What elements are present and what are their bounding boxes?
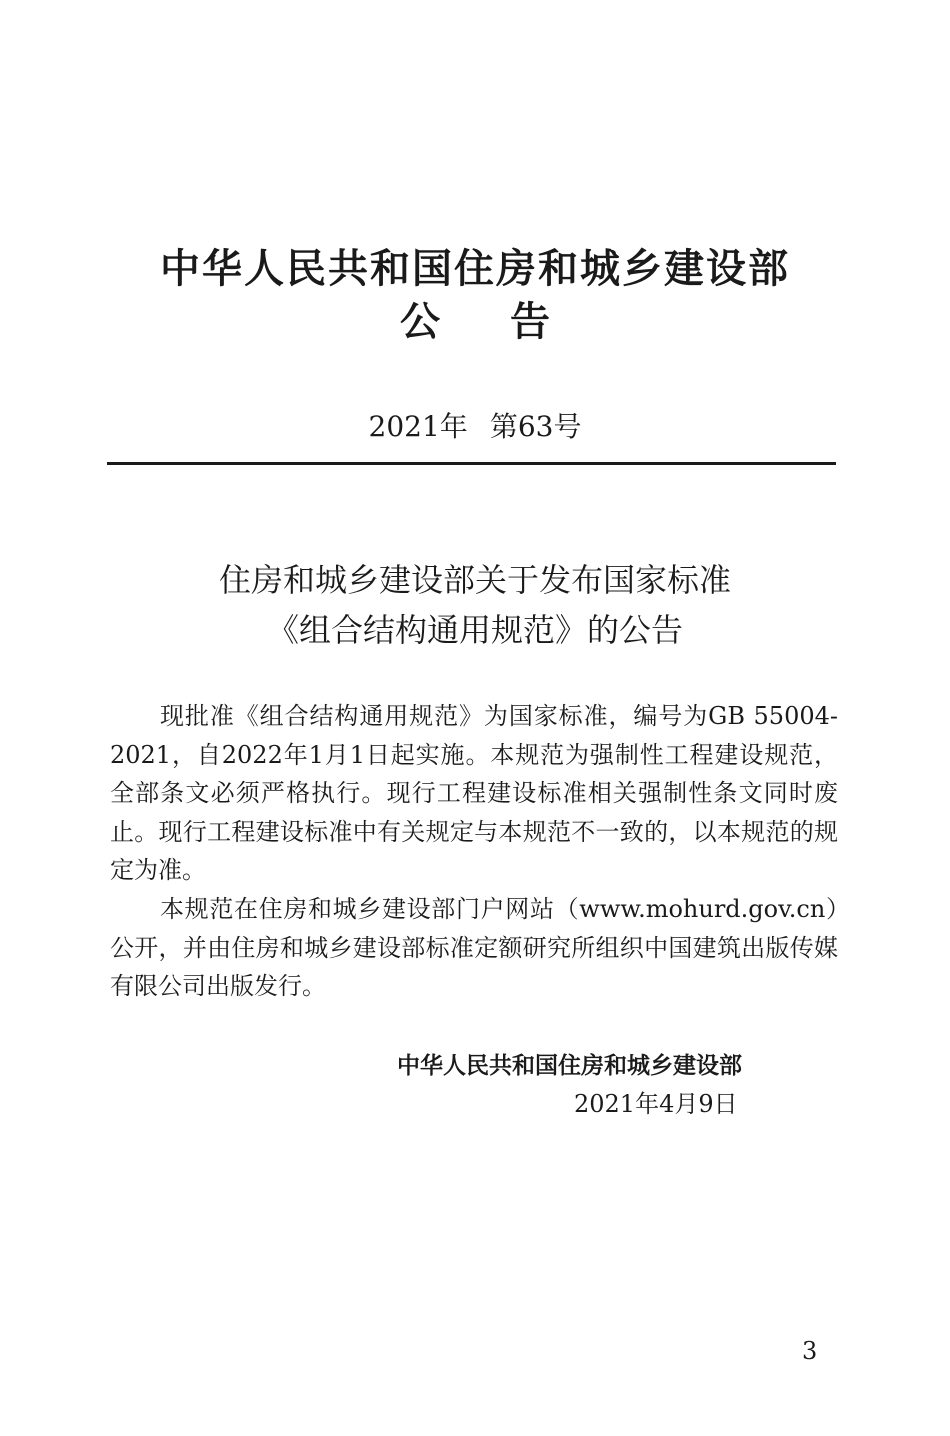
page-number: 3 (802, 1337, 818, 1365)
issue-number (0, 409, 950, 445)
notice-label (0, 296, 950, 348)
signature-date: 2021年4月9日 (574, 1090, 738, 1118)
notice-label-char-1: 公 (400, 299, 440, 345)
body-paragraph-2: 本规范在住房和城乡建设部门户网站（www.mohurd.gov.cn）公开，并由住房和城乡建设部标准定额研究所组织中国建筑出版传媒有限公司出版发行。 (110, 894, 838, 1001)
document-title (0, 555, 950, 655)
document-title-line-1: 住房和城乡建设部关于发布国家标准 (218, 561, 731, 599)
ministry-title: 中华人民共和国住房和城乡建设部 (160, 246, 790, 292)
document-title-line-2: 《组合结构通用规范》的公告 (266, 611, 683, 649)
body-paragraph-1: 现批准《组合结构通用规范》为国家标准，编号为GB 55004-2021，自2022年1月1日起实施。本规范为强制性工程建设规范，全部条文必须严格执行。现行工程建设标准相关强制性条文同时废止。现行工程建设标准中有关规定与本规范不一致的，以本规范的规定为准。 (110, 702, 838, 885)
notice-body (110, 697, 838, 1006)
issue-sequence: 第63号 (489, 410, 582, 443)
notice-label-char-2: 告 (510, 299, 550, 345)
issue-year: 2021年 (368, 410, 468, 443)
header-divider (107, 462, 836, 465)
signature-organization: 中华人民共和国住房和城乡建设部 (397, 1053, 742, 1079)
